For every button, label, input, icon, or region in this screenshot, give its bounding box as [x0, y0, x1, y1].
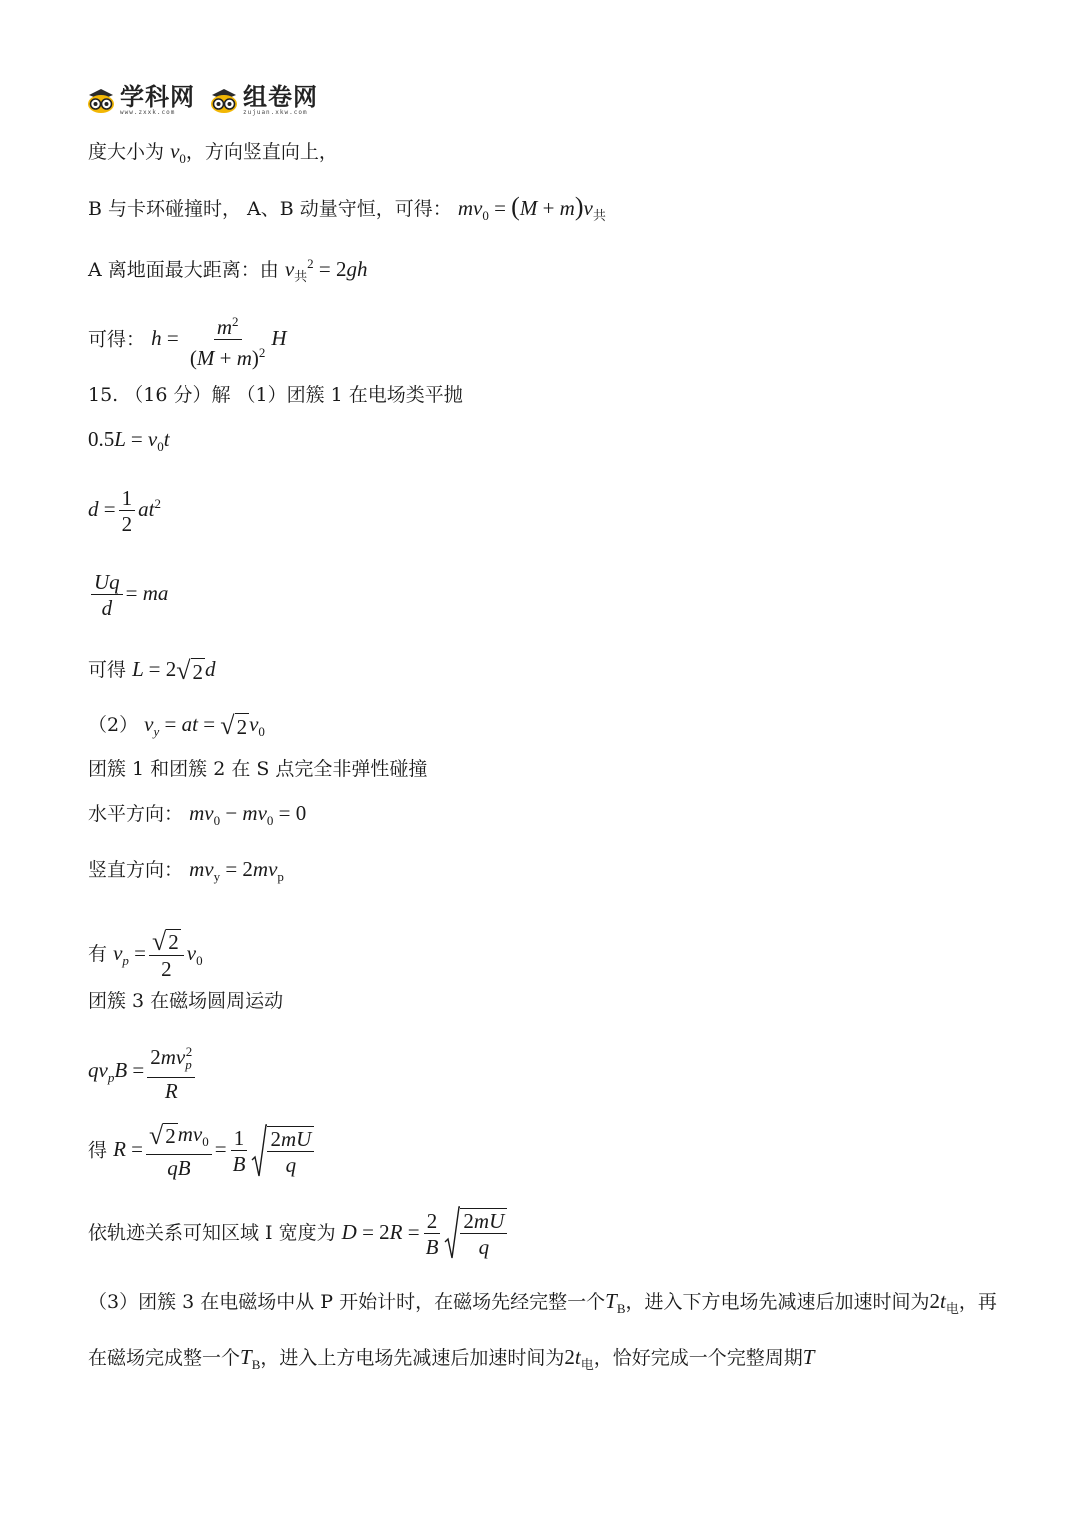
owl-icon: [86, 87, 116, 113]
text-line-11: 团簇 1 和团簇 2 在 S 点完全非弹性碰撞: [88, 758, 428, 780]
text-line-3: A 离地面最大距离：由 $v_共^2 = 2gh$: [88, 256, 368, 285]
text-line-19: （3）团簇 3 在电磁场中从 P 开始计时，在磁场先经完整一个$T_B$，进入下方电场先减速后加速时间为$2t_电$，再: [88, 1289, 997, 1317]
xuekewang-logo: [86, 82, 195, 116]
text-line-17: 得 R = √ 2 $mv_0$ qB = $\frac{1}{B}$ $\frac{2mU}{q}$: [88, 1122, 314, 1181]
text-line-20: 在磁场完成整一个$T_B$，进入上方电场先减速后加速时间为$2t_电$，恰好完成一个完整周期T: [88, 1345, 815, 1373]
equation-3: $\frac{Uq}{d}$ = ma: [88, 570, 168, 621]
text-line-2: B 与卡环碰撞时， A、B 动量守恒，可得： $mv_0 = (M + m)v_共$: [88, 192, 606, 224]
equation-4: $qv_pB$ = $\frac{2mv_p^2}{R}$: [88, 1040, 198, 1104]
logo2-name: 组卷网: [243, 82, 318, 111]
text-line-4: 可得： h = $\frac{m^2}{(M + m)^2}$ H: [88, 310, 287, 371]
text-line-15: 团簇 3 在磁场圆周运动: [88, 990, 284, 1012]
text-line-9: 可得 L = 2 √ 2 d: [88, 655, 216, 685]
logo1-url: www.zxxk.com: [120, 108, 176, 116]
text-line-12: 水平方向： $mv_0 - mv_0 = 0$: [88, 801, 307, 829]
equation-1: $0.5L = v_0t$: [88, 427, 170, 455]
text-line-13: 竖直方向： $mv_y = 2mv_p$: [88, 857, 284, 885]
header-logos: [86, 80, 332, 120]
owl-icon: [209, 87, 239, 113]
question-15-heading: 15. （16 分）解 （1）团簇 1 在电场类平抛: [88, 384, 463, 406]
text-line-10: （2） $v_y$ = at = √ 2 $v_0$: [88, 710, 265, 740]
zujuanwang-logo: [209, 82, 318, 116]
logo1-name: 学科网: [120, 82, 195, 111]
text-line-1: 度大小为 $v_0$，方向竖直向上，: [88, 139, 338, 167]
text-line-14: 有 $v_p$ = √ 2 2 $v_0$: [88, 927, 203, 982]
text-line-18: 依轨迹关系可知区域 I 宽度为 D = 2R = $\frac{2}{B}$ $\frac{2mU}{q}$: [88, 1206, 507, 1262]
logo2-url: zujuan.xkw.com: [243, 108, 308, 116]
equation-2: d = $\frac{1}{2}$ $at^2$: [88, 486, 161, 536]
